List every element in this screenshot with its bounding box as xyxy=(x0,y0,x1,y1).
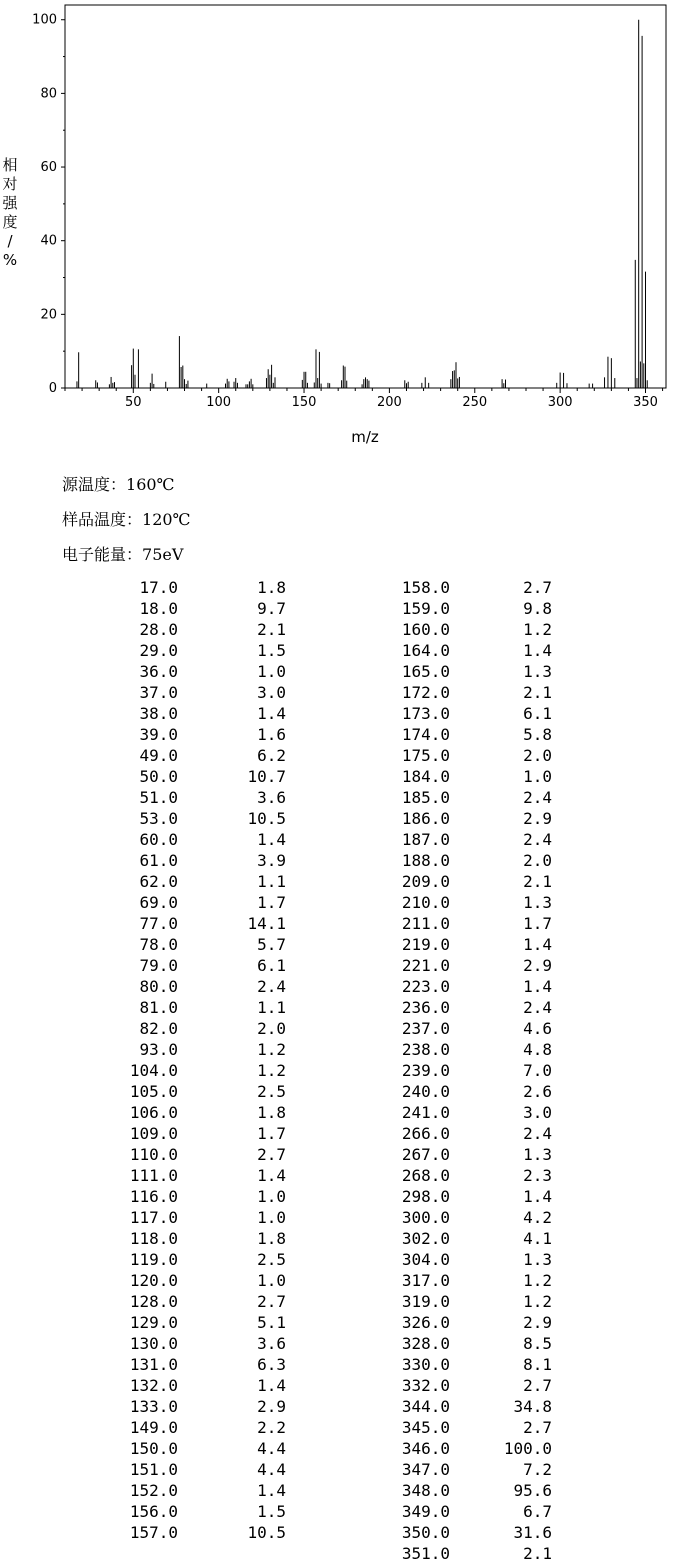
table-cell-mz: 17.0 xyxy=(139,578,178,597)
table-cell-mz: 81.0 xyxy=(139,998,178,1017)
table-cell-mz: 237.0 xyxy=(401,1019,450,1038)
table-cell-abundance: 1.2 xyxy=(523,1292,552,1311)
table-cell-abundance: 2.0 xyxy=(257,1019,286,1038)
table-cell-mz: 38.0 xyxy=(139,704,178,723)
table-cell-mz: 104.0 xyxy=(129,1061,178,1080)
condition-label: 样品温度： xyxy=(62,510,143,529)
table-cell-mz: 82.0 xyxy=(139,1019,178,1038)
table-cell-abundance: 3.0 xyxy=(523,1103,552,1122)
table-cell-mz: 302.0 xyxy=(401,1229,450,1248)
table-cell-abundance: 1.4 xyxy=(523,1187,552,1206)
table-cell-abundance: 2.4 xyxy=(523,1124,552,1143)
table-left-mz xyxy=(110,577,178,1543)
table-cell-abundance: 1.1 xyxy=(257,872,286,891)
table-cell-abundance: 2.7 xyxy=(257,1292,286,1311)
table-cell-mz: 319.0 xyxy=(401,1292,450,1311)
table-cell-mz: 160.0 xyxy=(401,620,450,639)
table-cell-abundance: 1.7 xyxy=(257,893,286,912)
table-cell-mz: 149.0 xyxy=(129,1418,178,1437)
table-cell-mz: 159.0 xyxy=(401,599,450,618)
table-cell-abundance: 5.1 xyxy=(257,1313,286,1332)
table-cell-abundance: 10.7 xyxy=(247,767,286,786)
table-cell-abundance: 1.4 xyxy=(523,641,552,660)
table-cell-abundance: 5.8 xyxy=(523,725,552,744)
table-cell-mz: 53.0 xyxy=(139,809,178,828)
table-cell-abundance: 3.6 xyxy=(257,1334,286,1353)
table-cell-mz: 351.0 xyxy=(401,1544,450,1563)
table-cell-abundance: 2.0 xyxy=(523,851,552,870)
table-cell-abundance: 1.4 xyxy=(257,1481,286,1500)
table-cell-abundance: 1.4 xyxy=(523,935,552,954)
table-cell-mz: 118.0 xyxy=(129,1229,178,1248)
table-cell-mz: 300.0 xyxy=(401,1208,450,1227)
table-cell-mz: 116.0 xyxy=(129,1187,178,1206)
table-cell-mz: 175.0 xyxy=(401,746,450,765)
x-tick-label: 300 xyxy=(547,395,573,410)
table-cell-mz: 69.0 xyxy=(139,893,178,912)
table-cell-mz: 173.0 xyxy=(401,704,450,723)
table-cell-mz: 241.0 xyxy=(401,1103,450,1122)
table-cell-mz: 128.0 xyxy=(129,1292,178,1311)
table-cell-mz: 219.0 xyxy=(401,935,450,954)
table-cell-mz: 157.0 xyxy=(129,1523,178,1542)
y-axis-label-char: / xyxy=(7,232,13,250)
table-cell-abundance: 1.4 xyxy=(257,830,286,849)
x-tick-label: 250 xyxy=(462,395,488,410)
table-cell-abundance: 2.4 xyxy=(257,977,286,996)
table-cell-abundance: 2.4 xyxy=(523,788,552,807)
table-cell-abundance: 2.3 xyxy=(523,1166,552,1185)
table-cell-abundance: 3.9 xyxy=(257,851,286,870)
table-cell-mz: 18.0 xyxy=(139,599,178,618)
table-cell-mz: 156.0 xyxy=(129,1502,178,1521)
table-cell-abundance: 2.4 xyxy=(523,998,552,1017)
table-cell-abundance: 10.5 xyxy=(247,1523,286,1542)
table-cell-mz: 110.0 xyxy=(129,1145,178,1164)
table-cell-abundance: 2.5 xyxy=(257,1082,286,1101)
table-cell-mz: 132.0 xyxy=(129,1376,178,1395)
table-cell-abundance: 2.5 xyxy=(257,1250,286,1269)
table-cell-mz: 51.0 xyxy=(139,788,178,807)
table-cell-mz: 131.0 xyxy=(129,1355,178,1374)
table-cell-mz: 332.0 xyxy=(401,1376,450,1395)
table-cell-mz: 93.0 xyxy=(139,1040,178,1059)
table-cell-mz: 186.0 xyxy=(401,809,450,828)
table-cell-mz: 223.0 xyxy=(401,977,450,996)
table-cell-abundance: 6.1 xyxy=(257,956,286,975)
table-left-abundance xyxy=(226,577,286,1543)
table-cell-mz: 345.0 xyxy=(401,1418,450,1437)
table-cell-abundance: 3.0 xyxy=(257,683,286,702)
table-cell-mz: 174.0 xyxy=(401,725,450,744)
table-cell-abundance: 1.0 xyxy=(257,662,286,681)
table-cell-mz: 349.0 xyxy=(401,1502,450,1521)
y-axis-label xyxy=(2,156,18,269)
table-cell-mz: 150.0 xyxy=(129,1439,178,1458)
y-axis-label-char: 对 xyxy=(2,175,18,193)
table-cell-mz: 152.0 xyxy=(129,1481,178,1500)
table-cell-mz: 49.0 xyxy=(139,746,178,765)
table-cell-mz: 188.0 xyxy=(401,851,450,870)
table-cell-abundance: 2.9 xyxy=(523,809,552,828)
plot-frame xyxy=(65,5,666,388)
table-cell-mz: 29.0 xyxy=(139,641,178,660)
table-cell-mz: 238.0 xyxy=(401,1040,450,1059)
table-cell-mz: 106.0 xyxy=(129,1103,178,1122)
table-cell-mz: 129.0 xyxy=(129,1313,178,1332)
table-cell-mz: 317.0 xyxy=(401,1271,450,1290)
table-cell-mz: 350.0 xyxy=(401,1523,450,1542)
table-cell-abundance: 2.1 xyxy=(523,683,552,702)
table-cell-abundance: 31.6 xyxy=(513,1523,552,1542)
table-cell-mz: 236.0 xyxy=(401,998,450,1017)
table-cell-abundance: 14.1 xyxy=(247,914,286,933)
condition-line xyxy=(62,542,183,565)
table-cell-abundance: 9.8 xyxy=(523,599,552,618)
table-cell-abundance: 6.2 xyxy=(257,746,286,765)
condition-line xyxy=(62,472,174,495)
table-cell-abundance: 1.7 xyxy=(257,1124,286,1143)
table-cell-abundance: 4.1 xyxy=(523,1229,552,1248)
table-cell-mz: 187.0 xyxy=(401,830,450,849)
table-cell-abundance: 1.1 xyxy=(257,998,286,1017)
table-cell-mz: 298.0 xyxy=(401,1187,450,1206)
table-cell-abundance: 8.1 xyxy=(523,1355,552,1374)
table-cell-abundance: 1.0 xyxy=(257,1187,286,1206)
table-right-mz xyxy=(382,577,450,1564)
table-cell-mz: 62.0 xyxy=(139,872,178,891)
table-cell-mz: 185.0 xyxy=(401,788,450,807)
table-cell-mz: 266.0 xyxy=(401,1124,450,1143)
table-cell-mz: 36.0 xyxy=(139,662,178,681)
table-cell-abundance: 1.6 xyxy=(257,725,286,744)
table-cell-abundance: 4.4 xyxy=(257,1439,286,1458)
table-cell-mz: 210.0 xyxy=(401,893,450,912)
table-cell-abundance: 2.9 xyxy=(523,1313,552,1332)
condition-label: 电子能量： xyxy=(62,545,143,564)
table-cell-abundance: 1.5 xyxy=(257,641,286,660)
table-cell-abundance: 2.7 xyxy=(257,1145,286,1164)
condition-value: 160℃ xyxy=(126,475,175,494)
table-cell-mz: 61.0 xyxy=(139,851,178,870)
table-cell-abundance: 1.4 xyxy=(257,704,286,723)
table-cell-mz: 165.0 xyxy=(401,662,450,681)
table-cell-abundance: 3.6 xyxy=(257,788,286,807)
table-cell-mz: 80.0 xyxy=(139,977,178,996)
mass-spectrum-chart xyxy=(0,0,680,460)
table-cell-mz: 268.0 xyxy=(401,1166,450,1185)
table-cell-abundance: 1.4 xyxy=(257,1376,286,1395)
table-cell-mz: 221.0 xyxy=(401,956,450,975)
y-tick-label: 0 xyxy=(48,381,57,396)
table-cell-abundance: 4.4 xyxy=(257,1460,286,1479)
table-cell-mz: 304.0 xyxy=(401,1250,450,1269)
y-axis-label-char: 相 xyxy=(2,156,18,174)
table-cell-abundance: 2.1 xyxy=(257,620,286,639)
table-cell-abundance: 1.8 xyxy=(257,578,286,597)
y-tick-label: 100 xyxy=(32,12,57,28)
table-cell-mz: 79.0 xyxy=(139,956,178,975)
table-cell-abundance: 2.4 xyxy=(523,830,552,849)
table-cell-mz: 37.0 xyxy=(139,683,178,702)
x-tick-label: 50 xyxy=(125,395,142,410)
table-cell-mz: 39.0 xyxy=(139,725,178,744)
table-cell-mz: 28.0 xyxy=(139,620,178,639)
table-cell-mz: 60.0 xyxy=(139,830,178,849)
table-cell-abundance: 2.9 xyxy=(523,956,552,975)
table-cell-abundance: 2.6 xyxy=(523,1082,552,1101)
table-cell-mz: 164.0 xyxy=(401,641,450,660)
table-cell-mz: 120.0 xyxy=(129,1271,178,1290)
table-cell-abundance: 1.8 xyxy=(257,1103,286,1122)
y-tick-label: 60 xyxy=(40,160,57,176)
table-cell-mz: 109.0 xyxy=(129,1124,178,1143)
table-cell-abundance: 1.5 xyxy=(257,1502,286,1521)
table-cell-abundance: 2.2 xyxy=(257,1418,286,1437)
table-cell-mz: 133.0 xyxy=(129,1397,178,1416)
table-cell-abundance: 1.2 xyxy=(523,620,552,639)
y-axis-ticks xyxy=(32,13,65,396)
table-cell-abundance: 1.3 xyxy=(523,1145,552,1164)
table-cell-abundance: 9.7 xyxy=(257,599,286,618)
table-cell-abundance: 1.4 xyxy=(257,1166,286,1185)
y-tick-label: 20 xyxy=(40,307,57,323)
table-cell-abundance: 7.0 xyxy=(523,1061,552,1080)
table-cell-mz: 346.0 xyxy=(401,1439,450,1458)
table-cell-abundance: 95.6 xyxy=(513,1481,552,1500)
y-tick-label: 40 xyxy=(40,233,57,249)
y-axis-label-char: % xyxy=(2,251,18,269)
table-cell-abundance: 1.0 xyxy=(257,1271,286,1290)
table-cell-abundance: 1.3 xyxy=(523,1250,552,1269)
table-cell-mz: 209.0 xyxy=(401,872,450,891)
table-cell-abundance: 5.7 xyxy=(257,935,286,954)
table-cell-mz: 328.0 xyxy=(401,1334,450,1353)
table-cell-mz: 172.0 xyxy=(401,683,450,702)
table-cell-abundance: 2.7 xyxy=(523,1376,552,1395)
condition-value: 75eV xyxy=(142,545,184,564)
table-cell-abundance: 2.9 xyxy=(257,1397,286,1416)
table-cell-abundance: 2.1 xyxy=(523,1544,552,1563)
table-cell-abundance: 1.2 xyxy=(257,1040,286,1059)
table-cell-mz: 240.0 xyxy=(401,1082,450,1101)
table-cell-abundance: 4.8 xyxy=(523,1040,552,1059)
table-cell-abundance: 2.7 xyxy=(523,1418,552,1437)
y-tick-label: 80 xyxy=(40,86,57,102)
table-cell-mz: 239.0 xyxy=(401,1061,450,1080)
table-cell-abundance: 1.7 xyxy=(523,914,552,933)
table-cell-mz: 105.0 xyxy=(129,1082,178,1101)
table-cell-mz: 326.0 xyxy=(401,1313,450,1332)
table-cell-mz: 119.0 xyxy=(129,1250,178,1269)
table-cell-abundance: 1.3 xyxy=(523,662,552,681)
condition-value: 120℃ xyxy=(142,510,191,529)
table-cell-mz: 77.0 xyxy=(139,914,178,933)
table-cell-abundance: 2.7 xyxy=(523,578,552,597)
x-axis-label: m/z xyxy=(351,428,379,446)
table-cell-abundance: 1.0 xyxy=(257,1208,286,1227)
table-cell-abundance: 8.5 xyxy=(523,1334,552,1353)
y-axis-label-char: 强 xyxy=(2,194,18,212)
table-cell-mz: 158.0 xyxy=(401,578,450,597)
table-cell-abundance: 2.0 xyxy=(523,746,552,765)
table-cell-mz: 184.0 xyxy=(401,767,450,786)
table-cell-mz: 111.0 xyxy=(129,1166,178,1185)
table-cell-mz: 347.0 xyxy=(401,1460,450,1479)
table-cell-abundance: 10.5 xyxy=(247,809,286,828)
table-cell-mz: 267.0 xyxy=(401,1145,450,1164)
table-cell-mz: 330.0 xyxy=(401,1355,450,1374)
table-cell-mz: 78.0 xyxy=(139,935,178,954)
x-tick-label: 100 xyxy=(206,395,232,410)
table-cell-mz: 348.0 xyxy=(401,1481,450,1500)
table-cell-abundance: 2.1 xyxy=(523,872,552,891)
x-tick-label: 150 xyxy=(291,395,317,410)
condition-line xyxy=(62,507,190,530)
table-cell-abundance: 1.0 xyxy=(523,767,552,786)
table-cell-mz: 50.0 xyxy=(139,767,178,786)
table-cell-abundance: 1.4 xyxy=(523,977,552,996)
table-cell-abundance: 1.2 xyxy=(523,1271,552,1290)
table-cell-mz: 117.0 xyxy=(129,1208,178,1227)
table-cell-mz: 344.0 xyxy=(401,1397,450,1416)
table-cell-abundance: 4.6 xyxy=(523,1019,552,1038)
condition-label: 源温度： xyxy=(62,475,127,494)
table-cell-abundance: 4.2 xyxy=(523,1208,552,1227)
table-cell-mz: 211.0 xyxy=(401,914,450,933)
x-axis-ticks xyxy=(65,388,663,410)
table-cell-abundance: 6.1 xyxy=(523,704,552,723)
table-cell-abundance: 6.3 xyxy=(257,1355,286,1374)
table-cell-mz: 130.0 xyxy=(129,1334,178,1353)
peak-bars xyxy=(77,20,647,388)
table-right-abundance xyxy=(492,577,552,1564)
x-tick-label: 350 xyxy=(633,395,658,410)
x-tick-label: 200 xyxy=(376,395,402,410)
table-cell-abundance: 1.2 xyxy=(257,1061,286,1080)
y-axis-label-char: 度 xyxy=(2,213,18,231)
table-cell-abundance: 1.8 xyxy=(257,1229,286,1248)
table-cell-abundance: 34.8 xyxy=(513,1397,552,1416)
table-cell-mz: 151.0 xyxy=(129,1460,178,1479)
table-cell-abundance: 6.7 xyxy=(523,1502,552,1521)
table-cell-abundance: 7.2 xyxy=(523,1460,552,1479)
table-cell-abundance: 100.0 xyxy=(503,1439,552,1458)
table-cell-abundance: 1.3 xyxy=(523,893,552,912)
